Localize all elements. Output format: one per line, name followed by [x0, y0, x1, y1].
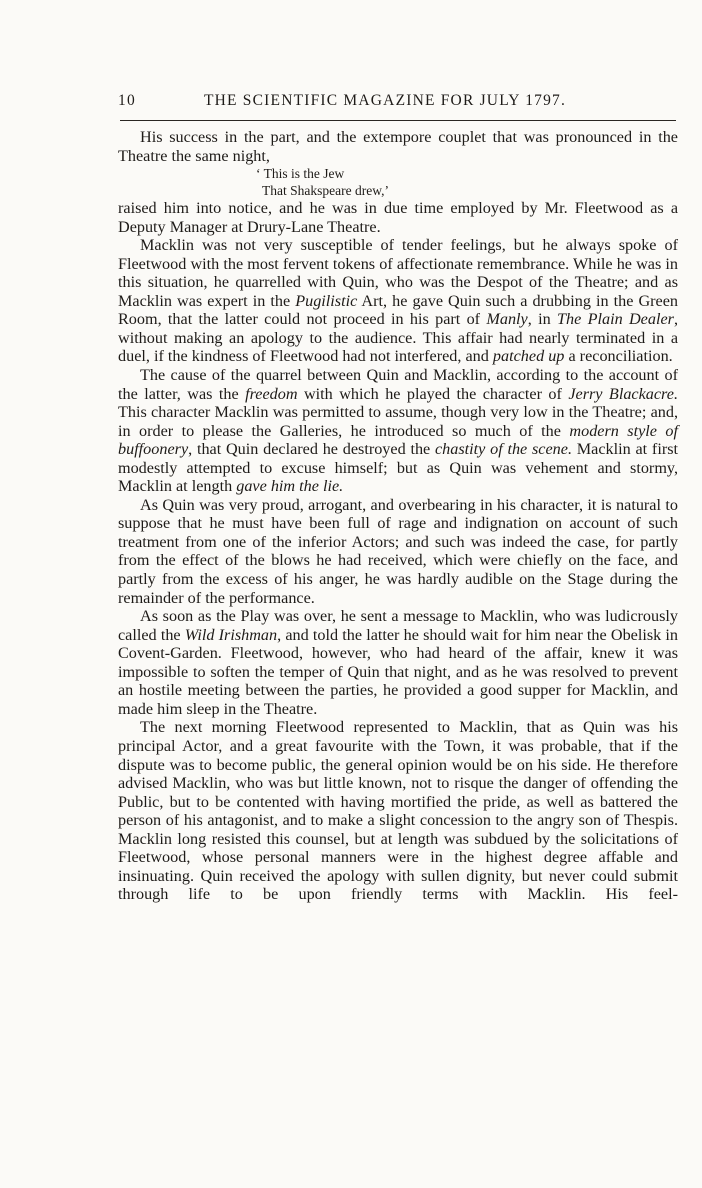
italic-phrase: chastity of the scene.: [435, 440, 573, 459]
verse-quotation: [118, 165, 678, 199]
italic-phrase: Wild Irishman: [184, 625, 278, 644]
italic-phrase: patched up: [492, 347, 565, 366]
italic-phrase: Manly: [486, 310, 528, 329]
header-rule: [120, 120, 676, 121]
italic-phrase: Pugilistic: [295, 291, 358, 310]
page-number: 10: [118, 92, 136, 109]
paragraph-1: His success in the part, and the extempore couplet that was pronounced in the Theatre the same night,: [118, 128, 678, 165]
verse-line-1: ‘ This is the Jew: [256, 166, 345, 182]
italic-phrase: freedom: [245, 384, 298, 403]
paragraph-3: Macklin was not very susceptible of tender feelings, but he always spoke of Fleetwood with the most fervent tokens of affectionate remembrance. While he was in this situation, he quarrelled with Quin, who was the Despot of the Theatre; and as Macklin was expert in the Pugilistic Art, he gave Quin such a drubbing in the Green Room, that the latter could not proceed in his part of Manly, in The Plain Dealer, without making an apology to the audience. This affair had nearly terminated in a duel, if the kindness of Fleetwood had not interfered, and patched up a reconciliation.: [118, 236, 678, 366]
verse-line-2: That Shakspeare drew,’: [262, 183, 389, 199]
paragraph-4: The cause of the quarrel between Quin and Macklin, according to the account of the latter, was the freedom with which he played the character of Jerry Blackacre. This character Macklin was permitted to assume, though very low in the Theatre; and, in order to please the Galleries, he introduced so much of the modern style of buffoonery, that Quin declared he destroyed the chastity of the scene. Macklin at first modestly attempted to excuse himself; but as Quin was vehement and stormy, Macklin at length gave him the lie.: [118, 366, 679, 496]
italic-phrase: The Plain Dealer: [557, 310, 674, 329]
italic-phrase: modern style of buffoonery: [118, 421, 678, 459]
paragraph-7: The next morning Fleetwood represented to Macklin, that as Quin was his principal Actor, and a great favourite with the Town, it was probable, that if the dispute was to become public, the general opinion would be on his side. He therefore advised Macklin, who was but little known, not to risque the danger of offending the Public, but to be contented with having mortified the pride, as well as battered the person of his antagonist, and to make a slight concession to the angry son of Thespis. Macklin long resisted this counsel, but at length was subdued by the solicitations of Fleetwood, whose personal manners were in the highest degree affable and insinuating. Quin received the apology with sullen dignity, but never could submit through life to be upon friendly terms with Macklin. His feel-: [118, 718, 678, 904]
italic-phrase: gave him the lie.: [236, 477, 344, 496]
paragraph-continuation: raised him into notice, and he was in due time employed by Mr. Fleetwood as a Deputy Manager at Drury-Lane Theatre.: [118, 199, 678, 236]
paragraph-5: As Quin was very proud, arrogant, and overbearing in his character, it is natural to suppose that he must have been full of rage and indignation on account of such treatment from one of the inferior Actors; and such was indeed the case, for partly from the effect of the blows he had received, which were chiefly on the face, and partly from the excess of his anger, he was hardly audible on the Stage during the remainder of the performance.: [118, 495, 678, 607]
running-title: THE SCIENTIFIC MAGAZINE FOR JULY 1797.: [204, 92, 567, 109]
article-body: [118, 128, 678, 904]
paragraph-6: As soon as the Play was over, he sent a message to Macklin, who was ludicrously called the Wild Irishman, and told the latter he should wait for him near the Obelisk in Covent-Garden. Fleetwood, however, who had heard of the affair, knew it was impossible to soften the temper of Quin that night, and as he was resolved to prevent an hostile meeting between the parties, he provided a good supper for Macklin, and made him sleep in the Theatre.: [118, 607, 679, 718]
italic-phrase: Jerry Blackacre.: [568, 384, 678, 403]
